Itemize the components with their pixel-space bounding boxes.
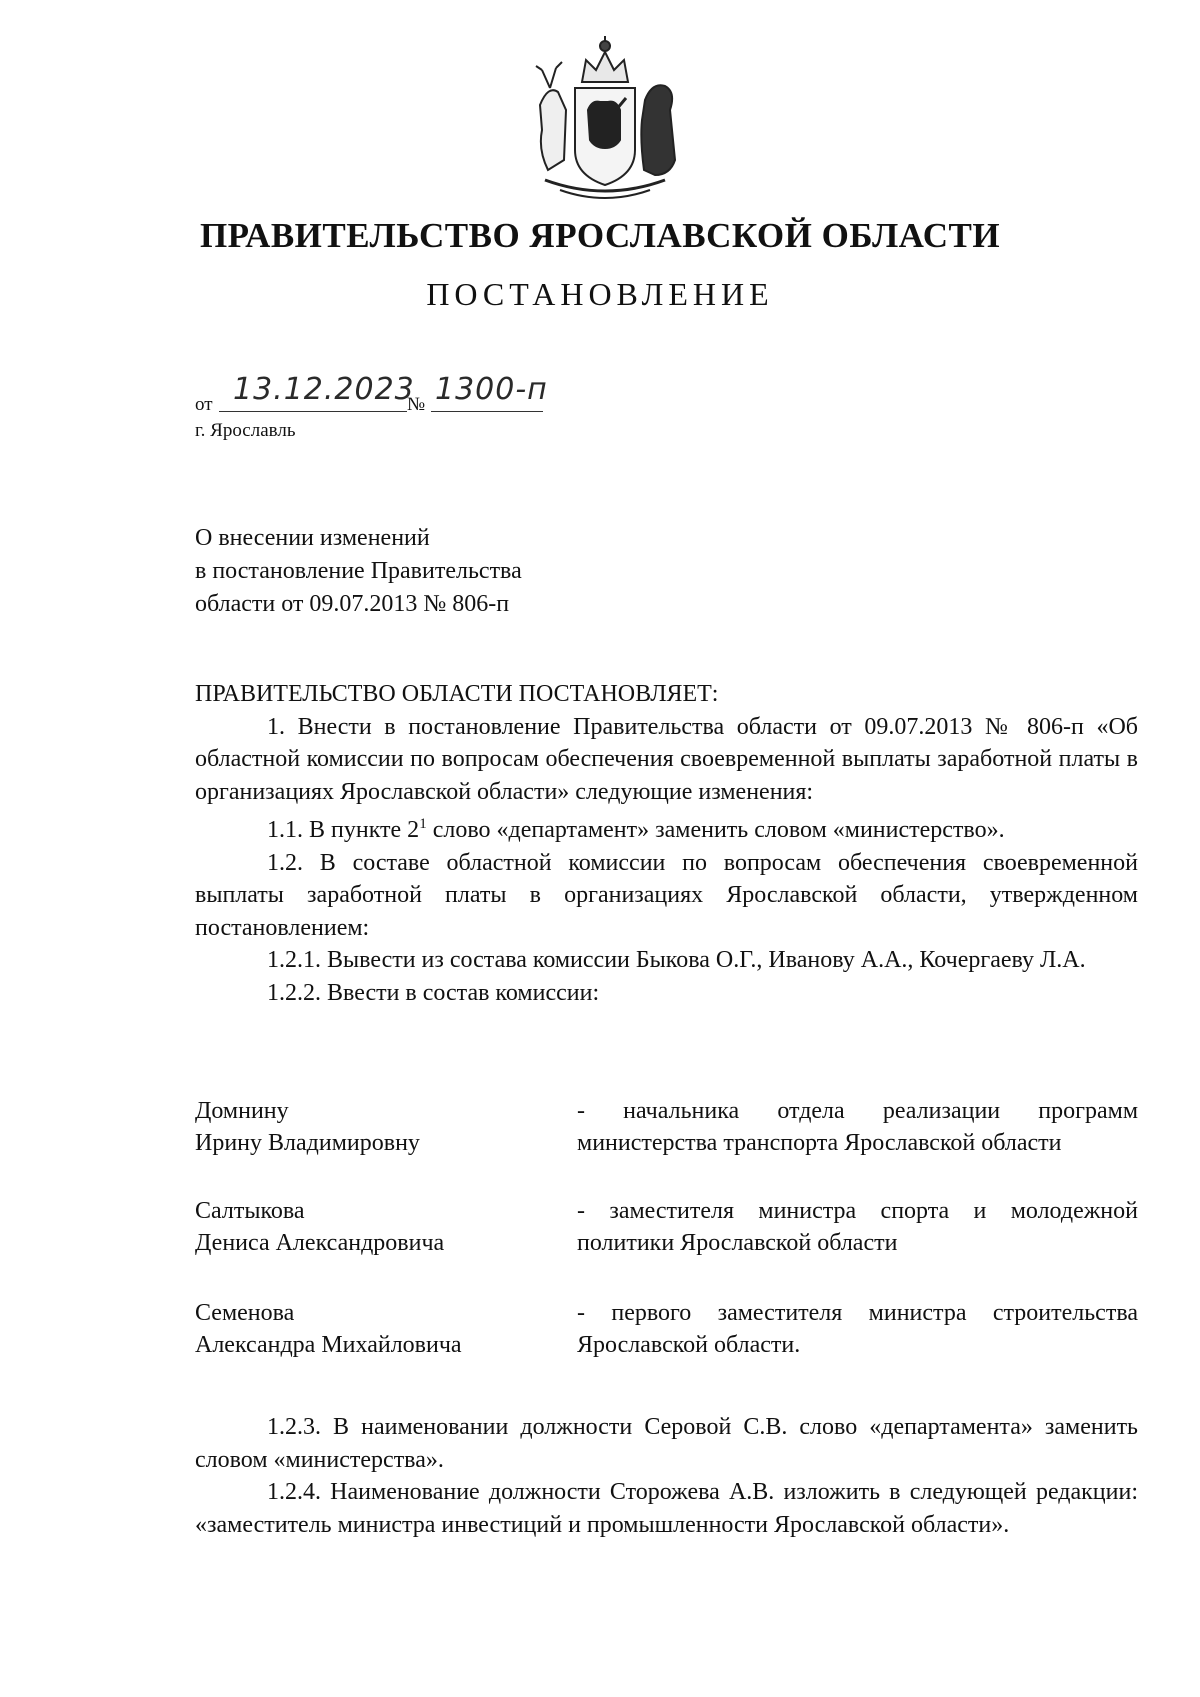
- date-underline: [219, 411, 407, 412]
- member-row: [195, 1297, 1138, 1397]
- coat-of-arms-icon: [520, 30, 690, 205]
- subject-line: области от 09.07.2013 № 806-п: [195, 591, 510, 617]
- date-value: 13.12.2023: [233, 372, 415, 407]
- member-given-name: Александра Михайловича: [195, 1332, 462, 1358]
- organization-title: ПРАВИТЕЛЬСТВО ЯРОСЛАВСКОЙ ОБЛАСТИ: [199, 216, 1001, 255]
- date-label: от: [195, 394, 213, 415]
- subject-line: в постановление Правительства: [195, 558, 522, 584]
- paragraph-1-2-4: 1.2.4. Наименование должности Сторожева А.В. изложить в следующей редакции: «заместитель министра инвестиций и промышленности Ярославской области».: [195, 1479, 1138, 1538]
- member-given-name: Дениса Александровича: [195, 1230, 445, 1256]
- member-surname: Семенова: [195, 1300, 295, 1326]
- member-given-name: Ирину Владимировну: [195, 1130, 420, 1156]
- resolution-heading: ПРАВИТЕЛЬСТВО ОБЛАСТИ ПОСТАНОВЛЯЕТ:: [195, 681, 719, 707]
- paragraph-1: 1. Внести в постановление Правительства области от 09.07.2013 № 806-п «Об областной комиссии по вопросам обеспечения своевременной выплаты заработной платы в организациях Ярославской области» следующие изменения:: [195, 713, 1138, 805]
- member-row: [195, 1095, 1138, 1195]
- member-position: - начальника отдела реализации программ министерства транспорта Ярославской области: [577, 1098, 1138, 1156]
- member-name: [195, 1195, 555, 1259]
- document-type: ПОСТАНОВЛЕНИЕ: [426, 276, 774, 312]
- document-subject: [195, 522, 522, 621]
- subject-line: О внесении изменений: [195, 525, 430, 551]
- document-tail: [195, 1411, 1138, 1541]
- member-name: [195, 1297, 555, 1361]
- paragraph-1-1: [195, 808, 1138, 847]
- paragraph-1-2-2: 1.2.2. Ввести в состав комиссии:: [267, 979, 600, 1006]
- member-name: [195, 1095, 555, 1159]
- paragraph-1-2-3: 1.2.3. В наименовании должности Серовой С.В. слово «департамента» заменить словом «министерства».: [195, 1414, 1138, 1473]
- number-label: №: [407, 394, 426, 415]
- paragraph-1-2: 1.2. В составе областной комиссии по вопросам обеспечения своевременной выплаты заработной платы в организациях Ярославской области, утвержденном постановлением:: [195, 849, 1138, 941]
- paragraph-1-1-text: 1.1. В пункте 2: [267, 817, 420, 843]
- paragraph-1-1-sup: 1: [419, 816, 427, 832]
- member-row: [195, 1195, 1138, 1297]
- member-surname: Домнину: [195, 1098, 289, 1124]
- members-list: [195, 1095, 1138, 1397]
- member-position: - первого заместителя министра строительства Ярославской области.: [577, 1300, 1138, 1358]
- number-value: 1300-п: [435, 372, 548, 407]
- paragraph-1-1-text-end: слово «департамент» заменить словом «министерство».: [426, 817, 1005, 843]
- document-body: [195, 678, 1138, 1009]
- city: г. Ярославль: [195, 420, 296, 441]
- member-surname: Салтыкова: [195, 1198, 305, 1224]
- paragraph-1-2-1: 1.2.1. Вывести из состава комиссии Быкова О.Г., Иванову А.А., Кочергаеву Л.А.: [267, 947, 1086, 973]
- member-position: - заместителя министра спорта и молодежной политики Ярославской области: [577, 1198, 1138, 1256]
- number-underline: [431, 411, 543, 412]
